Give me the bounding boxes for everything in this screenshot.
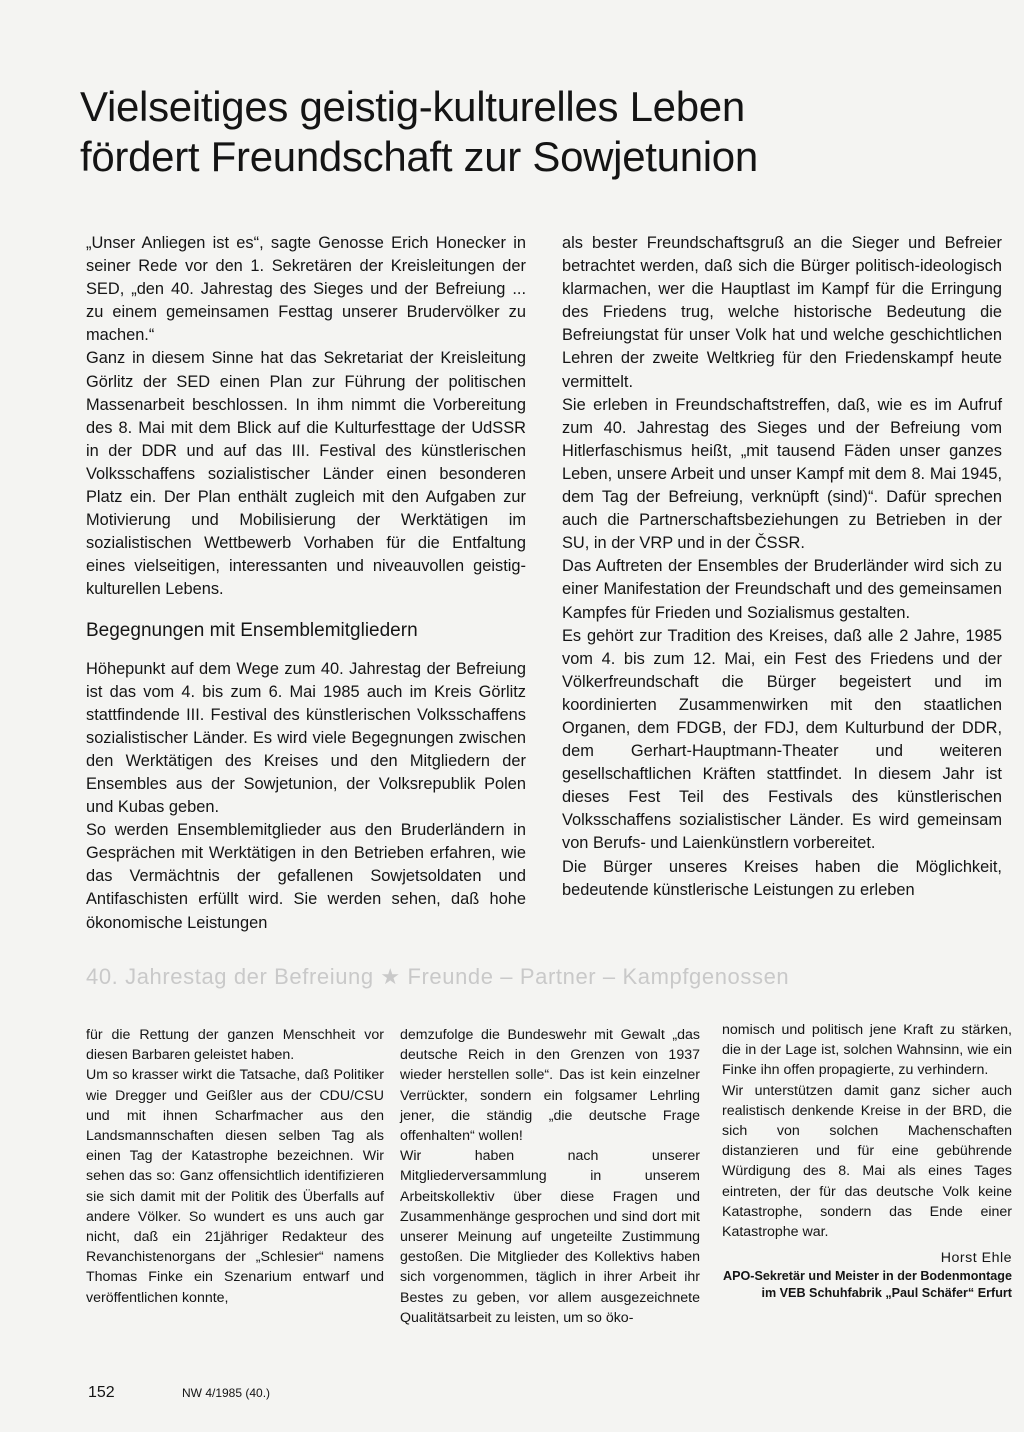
bottom-column-2 [400, 1025, 700, 1328]
top-left-column [86, 232, 526, 935]
paragraph: Sie erleben in Freundschaftstreffen, daß, wie es im Aufruf zum 40. Jahrestag des Sieges und der Befreiung vom Hitlerfaschismus heißt, „mit tausend Fäden unser ganzes Leben, unsere Arbeit und unser Kampf mit dem 8. Mai 1945, dem Tag der Befreiung, verknüpft (sind)“. Dafür sprechen auch die Partnerschaftsbeziehungen zu Betrieben in der SU, in der VRP und in der ČSSR. [562, 395, 1002, 553]
headline-line-1: Vielseitiges geistig-kulturelles Leben [80, 83, 745, 130]
paragraph: Höhepunkt auf dem Wege zum 40. Jahrestag der Befreiung ist das vom 4. bis zum 6. Mai 1985 auch im Kreis Görlitz stattfindende III. Festival des künstlerischen Volksschaffens sozialistischer Länder. Es wird viele Begegnungen zwischen den Werktätigen des Kreises und den Mitgliedern der Ensembles aus der Sowjetunion, der Volksrepublik Polen und Kubas geben. [86, 659, 526, 817]
author-name: Horst Ehle [940, 1250, 1012, 1267]
paragraph: So werden Ensemblemitglieder aus den Bruderländern in Gesprächen mit Werktätigen in den Betrieben erfahren, wie das Vermächtnis der gefallenen Sowjetsoldaten und Antifaschisten erfüllt wird. Sie werden sehen, daß hohe ökonomische Leistungen [86, 821, 526, 932]
paragraph: „Unser Anliegen ist es“, sagte Genosse Erich Honecker in seiner Rede vor den 1. Sekretären der Kreisleitungen der SED, „den 40. Jahrestag des Sieges und der Befreiung ... zu einem gemeinsamen Festtag unserer Brudervölker zu machen.“ [86, 234, 526, 345]
paragraph: Die Bürger unseres Kreises haben die Möglichkeit, bedeutende künstlerische Leistungen zu erleben [562, 857, 1002, 899]
paragraph: Um so krasser wirkt die Tatsache, daß Politiker wie Dregger und Geißler aus der CDU/CSU und mit ihnen Scharfmacher aus den Landsmannschaften diesen selben Tag als einen Tag der Katastrophe bezeichnen. Wir sehen das so: Ganz offensichtlich identifizieren sie sich damit mit der Politik des Überfalls auf andere Völker. So wundert es uns auch gar nicht, daß ein 21jähriger Redakteur des Revanchistenorgans der „Schlesier“ namens Thomas Finke ein Szenarium entwarf und veröffentlichen konnte, [86, 1067, 384, 1306]
paragraph: Ganz in diesem Sinne hat das Sekretariat der Kreisleitung Görlitz der SED einen Plan zur Führung der politischen Massenarbeit beschlossen. In ihm nimmt die Vorbereitung des 8. Mai mit dem Blick auf die Kulturfesttage der UdSSR in der DDR und auf das III. Festival des künstlerischen Volksschaffens sozialistischer Länder einen besonderen Platz ein. Der Plan enthält zugleich mit den Aufgaben zur Motivierung und Mobilisierung der Werktätigen im sozialistischen Wettbewerb Vorhaben für die Entfaltung eines vielseitigen, interessanten und niveauvollen geistig-kulturellen Lebens. [86, 349, 526, 599]
author-role: APO-Sekretär und Meister in der Bodenmontage im VEB Schuhfabrik „Paul Schäfer“ Erfurt [722, 1269, 1012, 1301]
page-number: 152 [88, 1384, 115, 1401]
paragraph: Das Auftreten der Ensembles der Bruderländer wird sich zu einer Manifestation der Freundschaft und des gemeinsamen Kampfes für Frieden und Sozialismus gestalten. [562, 557, 1002, 622]
top-right-column [562, 232, 1002, 902]
issue-label: NW 4/1985 (40.) [182, 1386, 271, 1400]
paragraph: Wir haben nach unserer Mitgliederversammlung in unserem Arbeitskollektiv über diese Fragen und Zusammenhänge gesprochen und sind dort mit unserer Meinung auf ungeteilte Zustimmung gestoßen. Die Mitglieder des Kollektivs haben sich vorgenommen, täglich in ihrer Arbeit ihr Bestes zu geben, vor allem ausgezeichnete Qualitätsarbeit zu leisten, um so öko- [400, 1148, 700, 1326]
bottom-column-1 [86, 1025, 384, 1308]
section-subheading: Begegnungen mit Ensemblemitgliedern [86, 619, 418, 641]
paragraph: Wir unterstützen damit ganz sicher auch realistisch denkende Kreise in der BRD, die sich von solchen Machenschaften distanzieren und für eine gebührende Würdigung des 8. Mai als eines Tages eintreten, der für das deutsche Volk keine Katastrophe, sondern das Ende einer Katastrophe war. [722, 1082, 1012, 1241]
headline-line-2: fördert Freundschaft zur Sowjetunion [80, 133, 758, 180]
bottom-column-3 [722, 1020, 1012, 1302]
article-headline [80, 82, 980, 182]
series-band: 40. Jahrestag der Befreiung ★ Freunde – Partner – Kampfgenossen [86, 964, 790, 989]
paragraph: demzufolge die Bundeswehr mit Gewalt „das deutsche Reich in den Grenzen von 1937 wieder herstellen solle“. Das ist kein einzelner Verrückter, sondern ein folgsamer Lehrling jener, die ständig „die deutsche Frage offenhalten“ wollen! [400, 1027, 700, 1145]
paragraph: nomisch und politisch jene Kraft zu stärken, die in der Lage ist, solchen Wahnsinn, wie ein Finke ihn offen propagierte, zu verhindern. [722, 1022, 1012, 1079]
paragraph: als bester Freundschaftsgruß an die Sieger und Befreier betrachtet werden, daß sich die Bürger politisch-ideologisch klarmachen, wer die Hauptlast im Kampf für die Erringung des Friedens trug, welche historische Bedeutung die Befreiungstat für unser Volk hat und welche geschichtlichen Lehren der zweite Weltkrieg für den Friedenskampf heute vermittelt. [562, 234, 1002, 391]
paragraph: Es gehört zur Tradition des Kreises, daß alle 2 Jahre, 1985 vom 4. bis zum 12. Mai, ein Fest des Friedens und der Völkerfreundschaft die Bürger begeistert und im koordinierten Zusammenwirken mit den staatlichen Organen, dem FDGB, der FDJ, dem Kulturbund der DDR, dem Gerhart-Hauptmann-Theater und weiteren gesellschaftlichen Kräften stattfindet. In diesem Jahr ist dieses Fest Teil des Festivals des künstlerischen Volksschaffens sozialistischer Länder. Es wird gemeinsam von Berufs- und Laienkünstlern vorbereitet. [562, 626, 1002, 853]
paragraph: für die Rettung der ganzen Menschheit vor diesen Barbaren geleistet haben. [86, 1027, 384, 1064]
